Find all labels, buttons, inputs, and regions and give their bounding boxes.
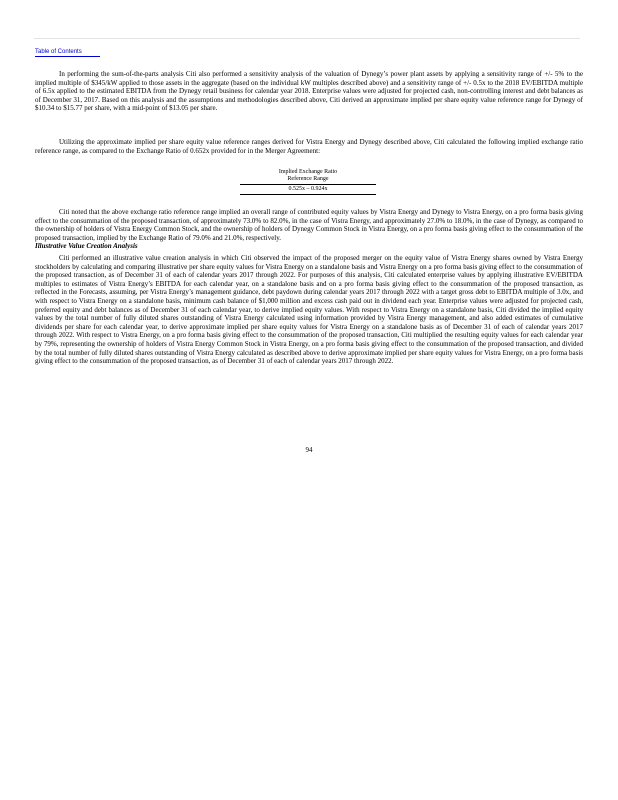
- exchange-ratio-range-value: 0.525x – 0.924x: [240, 185, 376, 195]
- section-heading: Illustrative Value Creation Analysis: [35, 242, 138, 250]
- top-divider: [34, 38, 580, 39]
- table-header-line: Reference Range: [287, 176, 329, 182]
- exchange-ratio-table-header: [240, 169, 376, 185]
- table-of-contents-link[interactable]: Table of Contents: [35, 48, 100, 57]
- page-number: 94: [305, 446, 313, 454]
- value-creation-paragraph: Citi performed an illustrative value creation analysis in which Citi observed the impact of the proposed merger on the equity value of Vistra Energy shares owned by Vistra Energy stockholders by calculating and comparing illustrative per share equity values for Vistra Energy on a standalone basis and Vistra Energy on a pro forma basis giving effect to the consummation of the proposed transaction, as of December 31 of each of calendar years 2017 through 2022. For purposes of this analysis, Citi calculated enterprise values by applying illustrative EV/EBITDA multiples to estimates of Vistra Energy’s EBITDA for each calendar year, on a standalone basis and on a pro forma basis giving effect to the consummation of the proposed transaction, as reflected in the Forecasts, assuming, per Vistra Energy’s management guidance, debt paydown during calendar years 2017 through 2022 with a target gross debt to EBITDA multiple of 3.0x, and with respect to Vistra Energy on a standalone basis, minimum cash balance of $1,000 million and excess cash paid out in dividend each year. Enterprise values were adjusted for projected cash, preferred equity and debt balances as of December 31 of each calendar year, to derive implied equity values. With respect to Vistra Energy on a standalone basis, Citi divided the implied equity values by the total number of fully diluted shares outstanding of Vistra Energy calculated using information provided by Vistra Energy management, and also added estimates of cumulative dividends per share for each calendar year, to derive approximate implied per share equity values for Vistra Energy on a standalone basis as of December 31 of each of calendar years 2017 through 2022. With respect to Vistra Energy, on a pro forma basis giving effect to the consummation of the proposed transaction, Citi multiplied the resulting equity values for each calendar year by 79%, representing the ownership of holders of Vistra Energy Common Stock in Vistra Energy, on a pro forma basis giving effect to the consummation of the proposed transaction, and divided by the total number of fully diluted shares outstanding of Vistra Energy calculated as described above to derive approximate implied per share equity values for Vistra Energy, on a pro forma basis giving effect to the consummation of the proposed transaction, as of December 31 of each of calendar years 2017 through 2022.: [35, 254, 583, 366]
- utilizing-paragraph: Utilizing the approximate implied per share equity value reference ranges derived for Vistra Energy and Dynegy described above, Citi calculated the following implied exchange ratio reference range, as compared to the Exchange Ratio of 0.652x provided for in the Merger Agreement:: [35, 138, 583, 155]
- exchange-ratio-table: [240, 169, 376, 195]
- table-header-line: Implied Exchange Ratio: [278, 169, 338, 175]
- sensitivity-paragraph: In performing the sum-of-the-parts analysis Citi also performed a sensitivity analysis of the valuation of Dynegy’s power plant assets by applying a sensitivity range of +/- 5% to the implied multiple of $345/kW applied to those assets in the aggregate (based on the individual kW multiples described above) and a sensitivity range of +/- 0.5x to the 2018 EV/EBITDA multiple of 6.5x applied to the estimated EBITDA from the Dynegy retail business for calendar year 2018. Enterprise values were adjusted for projected cash, non-controlling interest and debt balances as of December 31, 2017. Based on this analysis and the assumptions and methodologies described above, Citi derived an approximate implied per share equity value reference range for Dynegy of $10.34 to $15.77 per share, with a mid-point of $13.05 per share.: [35, 70, 583, 113]
- noted-paragraph: Citi noted that the above exchange ratio reference range implied an overall range of contributed equity values by Vistra Energy and Dynegy to Vistra Energy, on a pro forma basis giving effect to the consummation of the proposed transaction, of approximately 73.0% to 82.0%, in the case of Vistra Energy, and approximately 27.0% to 18.0%, in the case of Dynegy, as compared to the ownership of holders of Vistra Energy Common Stock, and the ownership of holders of Dynegy Common Stock in Vistra Energy, on a pro forma basis giving effect to the consummation of the proposed transaction, implied by the Exchange Ratio of 79.0% and 21.0%, respectively.: [35, 208, 583, 242]
